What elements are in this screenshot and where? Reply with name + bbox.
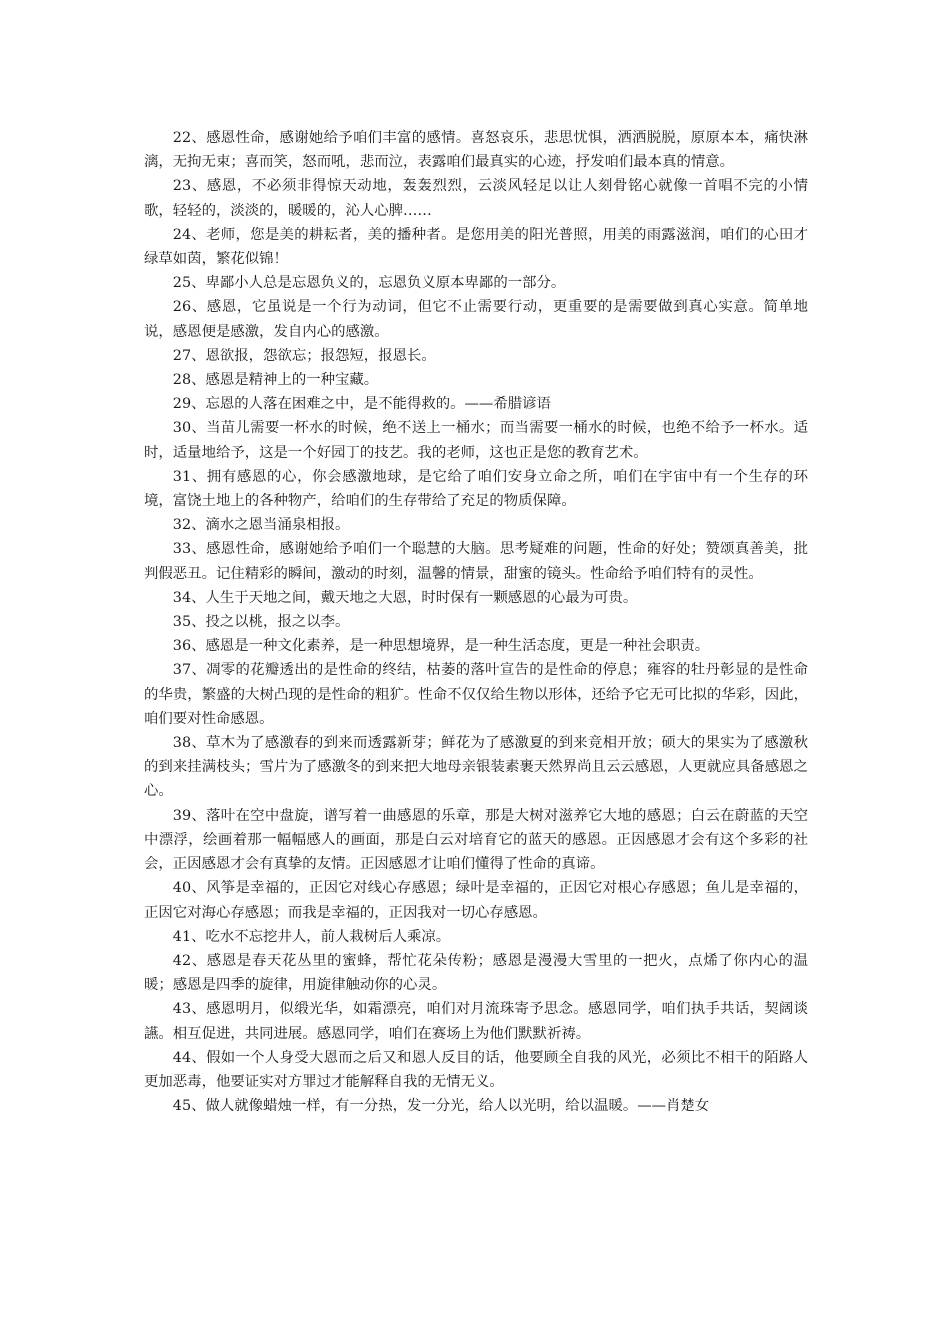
paragraph-29: 29、忘恩的人落在困难之中，是不能得救的。——希腊谚语 [172, 396, 551, 413]
paragraph-26: 26、感恩，它虽说是一个行为动词，但它不止需要行动，更重要的是需要做到真心实意。简单地说，感恩便是感激，发自内心的感激。 [144, 299, 808, 340]
paragraph-45: 45、做人就像蜡烛一样，有一分热，发一分光，给人以光明，给以温暖。——肖楚女 [172, 1098, 710, 1115]
document-body [144, 126, 808, 1118]
paragraph-37: 37、凋零的花瓣透出的是性命的终结，枯萎的落叶宣告的是性命的停息；雍容的牡丹彰显的是性命的华贵，繁盛的大树凸现的是性命的粗犷。性命不仅仅给生物以形体，还给予它无可比拟的华彩，因此，咱们要对性命感恩。 [144, 662, 808, 727]
paragraph-35: 35、投之以桃，报之以李。 [172, 614, 350, 631]
paragraph-28: 28、感恩是精神上的一种宝藏。 [172, 372, 379, 389]
paragraph-43: 43、感恩明月，似缎光华，如霜漂亮，咱们对月流珠寄予思念。感恩同学，咱们执手共话，契阔谈讌。相互促进，共同进展。感恩同学，咱们在赛场上为他们默默祈祷。 [144, 1001, 808, 1042]
paragraph-24: 24、老师，您是美的耕耘者，美的播种者。是您用美的阳光普照，用美的雨露滋润，咱们的心田才绿草如茵，繁花似锦！ [144, 226, 808, 268]
paragraph-40: 40、风筝是幸福的，正因它对线心存感恩；绿叶是幸福的，正因它对根心存感恩；鱼儿是幸福的，正因它对海心存感恩；而我是幸福的，正因我对一切心存感恩。 [144, 880, 808, 921]
paragraph-22: 22、感恩性命，感谢她给予咱们丰富的感情。喜怒哀乐，悲思忧惧，洒洒脱脱，原原本本，痛快淋漓，无拘无束；喜而笑，怒而吼，悲而泣，表露咱们最真实的心迹，抒发咱们最本真的情意。 [144, 130, 808, 171]
paragraph-23: 23、感恩，不必须非得惊天动地，轰轰烈烈，云淡风轻足以让人刻骨铭心就像一首唱不完的小情歌，轻轻的，淡淡的，暖暖的，沁人心脾…… [144, 178, 808, 219]
paragraph-34: 34、人生于天地之间，戴天地之大恩，时时保有一颗感恩的心最为可贵。 [172, 589, 638, 606]
paragraph-25: 25、卑鄙小人总是忘恩负义的，忘恩负义原本卑鄙的一部分。 [172, 275, 566, 292]
paragraph-44: 44、假如一个人身受大恩而之后又和恩人反目的话，他要顾全自我的风光，必须比不相干的陌路人更加恶毒，他要证实对方罪过才能解释自我的无情无义。 [144, 1049, 808, 1090]
paragraph-39: 39、落叶在空中盘旋，谱写着一曲感恩的乐章，那是大树对滋养它大地的感恩；白云在蔚蓝的天空中漂浮，绘画着那一幅幅感人的画面，那是白云对培育它的蓝天的感恩。正因感恩才会有这个多彩的社会，正因感恩才会有真挚的友情。正因感恩才让咱们懂得了性命的真谛。 [144, 807, 808, 873]
paragraph-27: 27、恩欲报，怨欲忘；报怨短，报恩长。 [172, 347, 436, 364]
paragraph-31: 31、拥有感恩的心，你会感激地球，是它给了咱们安身立命之所，咱们在宇宙中有一个生存的环境，富饶土地上的各种物产，给咱们的生存带给了充足的物质保障。 [144, 468, 808, 510]
paragraph-36: 36、感恩是一种文化素养，是一种思想境界，是一种生活态度，更是一种社会职责。 [172, 638, 710, 655]
paragraph-30: 30、当苗儿需要一杯水的时候，绝不送上一桶水；而当需要一桶水的时候，也绝不给予一杯水。适时，适量地给予，这是一个好园丁的技艺。我的老师，这也正是您的教育艺术。 [144, 420, 808, 461]
paragraph-38: 38、草木为了感激春的到来而透露新芽；鲜花为了感激夏的到来竞相开放；硕大的果实为了感激秋的到来挂满枝头；雪片为了感激冬的到来把大地母亲银装素裹天然界尚且云云感恩，人更就应具备感恩之心。 [144, 735, 808, 800]
paragraph-32: 32、滴水之恩当涌泉相报。 [172, 517, 350, 534]
paragraph-42: 42、感恩是春天花丛里的蜜蜂，帮忙花朵传粉；感恩是漫漫大雪里的一把火，点烯了你内心的温暖；感恩是四季的旋律，用旋律触动你的心灵。 [144, 952, 808, 994]
paragraph-41: 41、吃水不忘挖井人，前人栽树后人乘凉。 [172, 928, 451, 945]
paragraph-33: 33、感恩性命，感谢她给予咱们一个聪慧的大脑。思考疑难的问题，性命的好处；赞颂真善美，批判假恶丑。记住精彩的瞬间，激动的时刻，温馨的情景，甜蜜的镜头。性命给予咱们特有的灵性。 [144, 541, 808, 582]
